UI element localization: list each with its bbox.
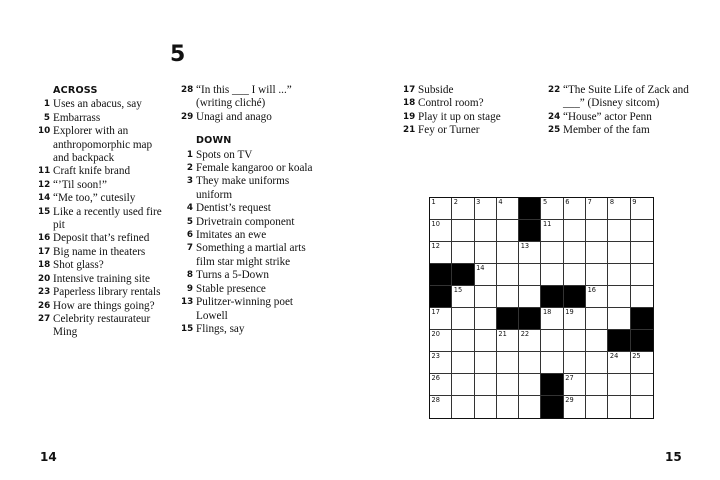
grid-cell[interactable]: [497, 374, 519, 396]
grid-cell[interactable]: [497, 286, 519, 308]
clue-number: 3: [186, 176, 193, 187]
clue-text: Unagi and anago: [196, 110, 272, 123]
clue-number: 2: [186, 163, 193, 174]
grid-cell[interactable]: [608, 308, 630, 330]
across-clue-10: [38, 125, 166, 165]
page-number-right: 15: [665, 450, 682, 464]
grid-cell-black: [519, 308, 541, 330]
grid-cell-number: 23: [431, 352, 440, 360]
grid-cell-number: 25: [632, 352, 641, 360]
grid-cell-number: 12: [431, 242, 440, 250]
across-clue-12: [38, 179, 166, 192]
grid-cell-black: [541, 396, 563, 418]
across-clues-part-2: [181, 84, 321, 124]
grid-cell-number: 24: [609, 352, 619, 360]
clue-number: 12: [38, 179, 51, 190]
grid-cell[interactable]: [631, 286, 653, 308]
grid-cell[interactable]: [430, 396, 452, 418]
grid-cell-number: 8: [609, 198, 615, 206]
grid-cell[interactable]: [430, 242, 452, 264]
clue-number: 11: [38, 166, 51, 177]
grid-cell[interactable]: [541, 242, 563, 264]
clue-number: 10: [38, 126, 51, 137]
grid-cell-number: 27: [565, 374, 574, 382]
clue-text: How are things going?: [53, 299, 155, 312]
clue-number: 29: [181, 111, 194, 122]
grid-cell[interactable]: [519, 352, 541, 374]
clue-number: 1: [43, 99, 50, 110]
grid-cell-black: [430, 264, 452, 286]
down-clue-2: [181, 162, 321, 175]
grid-cell[interactable]: [497, 330, 519, 352]
clue-text: Pulitzer-winning poet Lowell: [196, 296, 294, 322]
grid-cell[interactable]: [452, 220, 474, 242]
grid-cell[interactable]: [564, 264, 586, 286]
clue-number: 15: [181, 323, 194, 334]
down-clue-9: [181, 283, 321, 296]
clue-number: 24: [548, 111, 561, 122]
grid-cell[interactable]: [564, 396, 586, 418]
clue-number: 27: [38, 313, 51, 324]
clue-number: 17: [38, 246, 51, 257]
grid-cell-number: 22: [520, 330, 530, 338]
clue-column-2: [181, 84, 321, 336]
clue-number: 21: [403, 125, 416, 136]
grid-cell[interactable]: [541, 330, 563, 352]
down-clue-4: [181, 202, 321, 215]
clue-number: 28: [181, 85, 194, 95]
down-clues-part-1: [181, 149, 321, 337]
grid-cell[interactable]: [497, 352, 519, 374]
grid-cell-number: 4: [498, 198, 503, 206]
grid-cell[interactable]: [519, 396, 541, 418]
clue-text: Stable presence: [196, 282, 266, 295]
grid-cell-black: [519, 220, 541, 242]
grid-cell[interactable]: [475, 286, 497, 308]
down-clue-5: [181, 216, 321, 229]
clue-text: Turns a 5-Down: [196, 269, 269, 282]
grid-cell[interactable]: [519, 374, 541, 396]
clue-text: Member of the fam: [563, 124, 650, 137]
grid-cell[interactable]: [608, 264, 630, 286]
grid-cell-black: [519, 198, 541, 220]
grid-cell[interactable]: [452, 308, 474, 330]
grid-cell-number: 11: [542, 220, 552, 228]
down-clues-part-2: [403, 84, 543, 138]
across-clue-18: [38, 259, 166, 272]
clue-number: 14: [38, 193, 51, 204]
grid-cell[interactable]: [586, 308, 608, 330]
clue-text: Play it up on stage: [418, 110, 501, 123]
grid-cell-number: 10: [431, 220, 440, 228]
grid-cell[interactable]: [452, 352, 474, 374]
grid-cell[interactable]: [430, 330, 452, 352]
grid-cell[interactable]: [541, 198, 563, 220]
across-clue-15: [38, 206, 166, 233]
clue-text: “In this ___ I will ...” (writing cliché): [196, 84, 292, 110]
down-clue-18: [403, 97, 543, 110]
down-clue-15: [181, 323, 321, 336]
clue-text: Paperless library rentals: [53, 286, 161, 299]
grid-cell[interactable]: [586, 264, 608, 286]
clue-column-1: [38, 84, 166, 340]
grid-cell[interactable]: [497, 198, 519, 220]
grid-cell-number: 16: [587, 286, 596, 294]
grid-cell[interactable]: [631, 220, 653, 242]
across-clue-1: [38, 98, 166, 111]
grid-cell-black: [497, 308, 519, 330]
grid-cell[interactable]: [564, 330, 586, 352]
grid-cell[interactable]: [430, 308, 452, 330]
grid-cell[interactable]: [475, 330, 497, 352]
down-clue-19: [403, 111, 543, 124]
down-clue-22: [548, 84, 698, 111]
clue-number: 26: [38, 300, 51, 311]
grid-cell[interactable]: [564, 242, 586, 264]
grid-cell[interactable]: [564, 198, 586, 220]
grid-cell[interactable]: [564, 374, 586, 396]
grid-cell[interactable]: [430, 198, 452, 220]
down-clue-6: [181, 229, 321, 242]
grid-cell[interactable]: [541, 308, 563, 330]
clue-text: Imitates an ewe: [196, 229, 267, 242]
grid-cell[interactable]: [631, 198, 653, 220]
clue-text: Something a martial arts film star might strike: [196, 242, 306, 268]
grid-cell-number: 13: [520, 242, 530, 250]
clue-column-3: [403, 84, 543, 138]
clue-number: 23: [38, 287, 51, 298]
clue-text: “’Til soon!”: [53, 178, 107, 191]
grid-cell-number: 2: [453, 198, 458, 206]
down-clue-13: [181, 296, 321, 323]
clue-text: Shot glass?: [53, 259, 104, 272]
across-clue-27: [38, 313, 166, 340]
clue-number: 22: [548, 85, 561, 95]
clue-number: 18: [38, 260, 51, 271]
clue-column-4: [548, 84, 698, 138]
grid-cell-number: 5: [542, 198, 548, 206]
across-clue-28: [181, 84, 321, 111]
clue-number: 16: [38, 233, 51, 244]
clue-number: 9: [186, 283, 193, 294]
clue-text: Craft knife brand: [53, 165, 131, 178]
across-clues-part-1: [38, 98, 166, 339]
grid-cell[interactable]: [586, 396, 608, 418]
clue-number: 25: [548, 125, 561, 136]
clue-number: 20: [38, 273, 51, 284]
grid-cell[interactable]: [564, 308, 586, 330]
grid-cell[interactable]: [430, 220, 452, 242]
grid-cell[interactable]: [586, 330, 608, 352]
clue-text: Uses an abacus, say: [53, 98, 142, 111]
grid-cell[interactable]: [452, 330, 474, 352]
grid-cell[interactable]: [475, 352, 497, 374]
clue-text: Deposit that’s refined: [53, 232, 150, 245]
grid-cell[interactable]: [586, 352, 608, 374]
grid-cell[interactable]: [541, 352, 563, 374]
grid-cell[interactable]: [519, 286, 541, 308]
clue-text: Explorer with an anthropomorphic map and backpack: [53, 125, 153, 165]
grid-cell[interactable]: [608, 286, 630, 308]
grid-cell-number: 3: [476, 198, 481, 206]
down-clue-24: [548, 111, 698, 124]
grid-cell[interactable]: [608, 242, 630, 264]
grid-cell[interactable]: [608, 198, 630, 220]
grid-cell[interactable]: [519, 264, 541, 286]
grid-cell-black: [608, 330, 630, 352]
clue-text: Spots on TV: [196, 148, 253, 161]
grid-cell[interactable]: [475, 264, 497, 286]
grid-cell[interactable]: [608, 396, 630, 418]
grid-cell[interactable]: [564, 220, 586, 242]
clue-text: Celebrity restaurateur Ming: [53, 312, 151, 339]
grid-cell-number: 7: [587, 198, 592, 206]
grid-cell[interactable]: [608, 352, 630, 374]
grid-cell-black: [564, 286, 586, 308]
clue-text: Fey or Turner: [418, 124, 480, 137]
grid-cell[interactable]: [586, 220, 608, 242]
grid-cell-number: 28: [431, 396, 440, 404]
grid-cell[interactable]: [497, 242, 519, 264]
clue-number: 15: [38, 206, 51, 217]
clue-number: 5: [43, 112, 50, 123]
across-clue-20: [38, 273, 166, 286]
grid-cell-number: 20: [431, 330, 440, 338]
clue-text: Flings, say: [196, 322, 245, 335]
down-clue-1: [181, 149, 321, 162]
grid-cell[interactable]: [452, 242, 474, 264]
down-clue-8: [181, 269, 321, 282]
grid-cell[interactable]: [631, 374, 653, 396]
grid-cell-black: [541, 374, 563, 396]
grid-cell-black: [541, 286, 563, 308]
grid-cell[interactable]: [475, 198, 497, 220]
across-clue-17: [38, 246, 166, 259]
grid-cell-number: 6: [565, 198, 570, 206]
grid-cell-number: 19: [565, 308, 574, 316]
grid-cell-number: 9: [632, 198, 637, 206]
clue-text: Subside: [418, 84, 454, 96]
grid-cell[interactable]: [497, 220, 519, 242]
clue-number: 4: [186, 203, 193, 214]
across-clue-5: [38, 112, 166, 125]
grid-cell-black: [631, 308, 653, 330]
grid-cell[interactable]: [519, 330, 541, 352]
clue-text: Intensive training site: [53, 272, 150, 285]
grid-cell[interactable]: [564, 352, 586, 374]
clue-number: 8: [186, 270, 193, 281]
clue-text: Embarrass: [53, 111, 101, 124]
down-clue-21: [403, 124, 543, 137]
grid-cell[interactable]: [631, 264, 653, 286]
clue-number: 7: [186, 243, 193, 254]
grid-cell-number: 26: [431, 374, 440, 382]
clue-number: 13: [181, 297, 194, 308]
grid-cell[interactable]: [452, 286, 474, 308]
across-clue-16: [38, 232, 166, 245]
grid-cell[interactable]: [586, 242, 608, 264]
grid-cell-number: 15: [453, 286, 463, 294]
clue-text: Control room?: [418, 97, 484, 110]
grid-cell-number: 21: [498, 330, 507, 338]
down-clue-7: [181, 242, 321, 269]
clue-text: Big name in theaters: [53, 245, 146, 258]
down-heading: DOWN: [196, 135, 232, 147]
crossword-grid: [429, 197, 654, 419]
grid-cell-number: 18: [542, 308, 552, 316]
grid-cell[interactable]: [475, 220, 497, 242]
grid-cell[interactable]: [541, 220, 563, 242]
grid-cell[interactable]: [541, 264, 563, 286]
grid-cell[interactable]: [586, 374, 608, 396]
grid-cell-number: 17: [431, 308, 440, 316]
clue-number: 19: [403, 111, 416, 122]
clue-text: “House” actor Penn: [563, 110, 652, 123]
down-clue-25: [548, 124, 698, 137]
down-clues-part-3: [548, 84, 698, 138]
across-clue-23: [38, 286, 166, 299]
grid-cell-number: 14: [476, 264, 485, 272]
down-clue-3: [181, 175, 321, 202]
grid-cell[interactable]: [497, 264, 519, 286]
clue-text: Female kangaroo or koala: [196, 162, 313, 175]
grid-cell[interactable]: [586, 198, 608, 220]
grid-cell-black: [430, 286, 452, 308]
grid-cell[interactable]: [631, 352, 653, 374]
grid-cell[interactable]: [430, 374, 452, 396]
grid-cell-number: 1: [431, 198, 436, 206]
grid-cell[interactable]: [586, 286, 608, 308]
grid-cell-black: [631, 330, 653, 352]
grid-cell[interactable]: [631, 242, 653, 264]
grid-cell[interactable]: [608, 374, 630, 396]
page-number-left: 14: [40, 450, 57, 464]
across-clue-11: [38, 165, 166, 178]
clue-number: 1: [186, 149, 193, 160]
grid-cell[interactable]: [519, 242, 541, 264]
grid-cell[interactable]: [475, 396, 497, 418]
clue-text: “The Suite Life of Zack and ___” (Disney sitcom): [563, 84, 689, 110]
grid-cell[interactable]: [475, 374, 497, 396]
grid-cell[interactable]: [475, 242, 497, 264]
grid-cell-black: [452, 264, 474, 286]
grid-cell[interactable]: [631, 396, 653, 418]
grid-cell-number: 29: [565, 396, 574, 404]
clue-text: Dentist’s request: [196, 202, 271, 215]
across-clue-14: [38, 192, 166, 205]
puzzle-number: 5: [170, 42, 186, 67]
across-clue-26: [38, 300, 166, 313]
clue-text: “Me too,” cutesily: [53, 192, 136, 205]
clue-number: 5: [186, 216, 193, 227]
clue-text: Drivetrain component: [196, 215, 295, 228]
clue-text: Like a recently used fire pit: [53, 205, 162, 232]
grid-cell[interactable]: [497, 396, 519, 418]
grid-cell[interactable]: [452, 374, 474, 396]
clue-number: 17: [403, 85, 416, 95]
grid-cell[interactable]: [608, 220, 630, 242]
clue-text: They make uniforms uniform: [196, 175, 290, 201]
clue-number: 18: [403, 98, 416, 109]
down-clue-17: [403, 84, 543, 97]
clue-number: 6: [186, 230, 193, 241]
grid-cell[interactable]: [452, 396, 474, 418]
grid-cell[interactable]: [430, 352, 452, 374]
across-heading: ACROSS: [53, 85, 98, 96]
grid-cell[interactable]: [452, 198, 474, 220]
grid-cell[interactable]: [475, 308, 497, 330]
across-clue-29: [181, 111, 321, 124]
